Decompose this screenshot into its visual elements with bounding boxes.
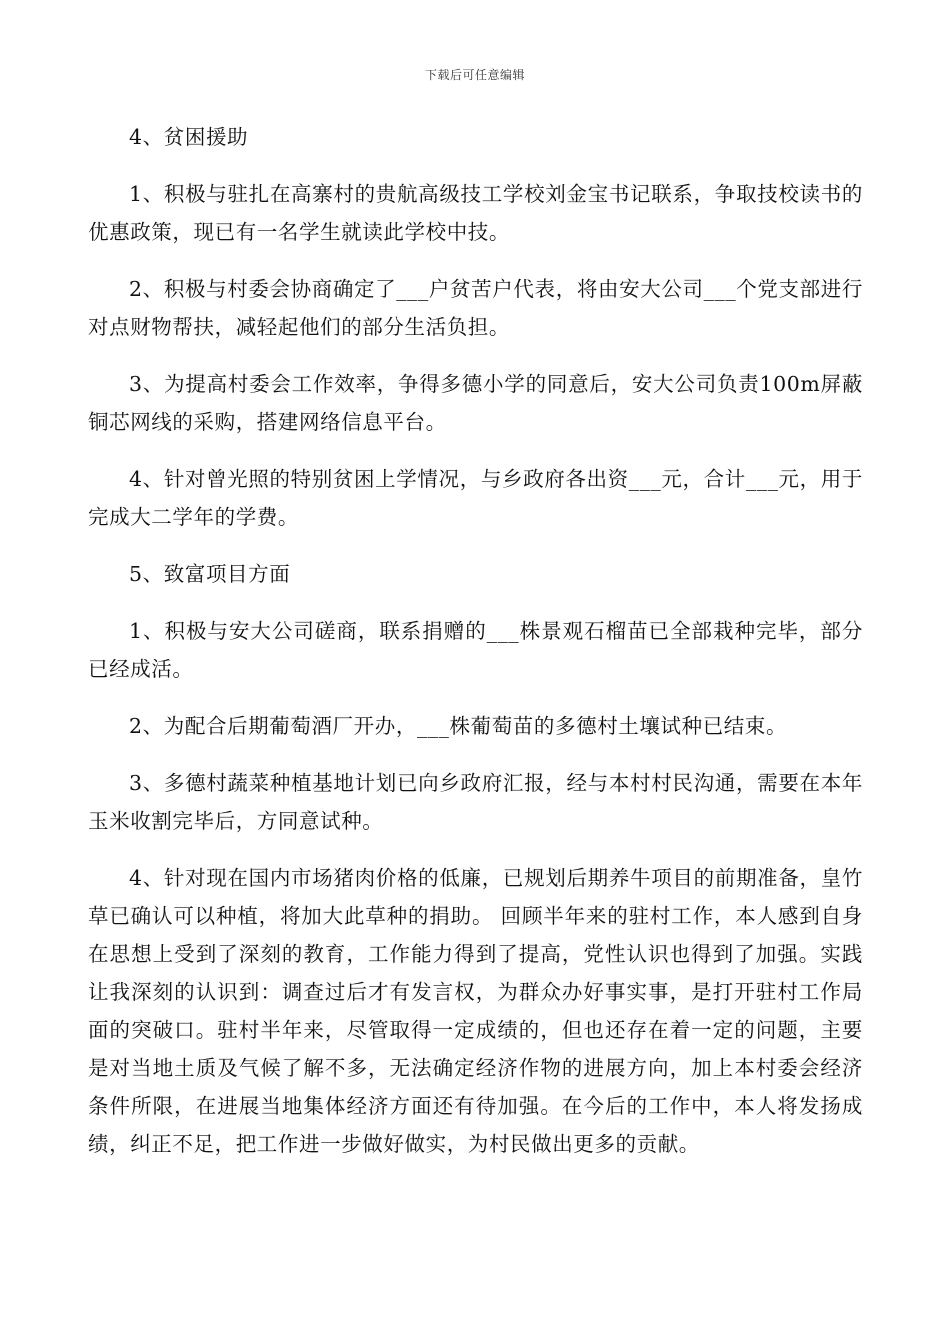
section-heading-wealth-projects: 5、致富项目方面 xyxy=(129,562,291,586)
paragraph: 4、针对现在国内市场猪肉价格的低廉，已规划后期养牛项目的前期准备，皇竹草已确认可以种植，将加大此草种的捐助。 回顾半年来的驻村工作，本人感到自身在思想上受到了深刻的教育，工作能力得到了提高，党性认识也得到了加强。实践让我深刻的认识到：调查过后才有发言权，为群众办好事实事，是打开驻村工作局面的突破口。驻村半年来，尽管取得一定成绩的，但也还存在着一定的问题，主要是对当地土质及气候了解不多，无法确定经济作物的进展方向，加上本村委会经济条件所限，在进展当地集体经济方面还有待加强。在今后的工作中，本人将发扬成绩，纠正不足，把工作进一步做好做实，为村民做出更多的贡献。 xyxy=(88,866,863,1156)
paragraph: 2、为配合后期葡萄酒厂开办，___株葡萄苗的多德村土壤试种已结束。 xyxy=(129,714,788,738)
paragraph: 4、针对曾光照的特别贫困上学情况，与乡政府各出资___元，合计___元，用于完成大二学年的学费。 xyxy=(88,467,863,529)
header-note: 下载后可任意编辑 xyxy=(424,68,525,82)
document-body xyxy=(88,118,863,1182)
paragraph: 3、多德村蔬菜种植基地计划已向乡政府汇报，经与本村村民沟通，需要在本年玉米收割完毕后，方同意试种。 xyxy=(88,771,863,833)
paragraph: 3、为提高村委会工作效率，争得多德小学的同意后，安大公司负责100m屏蔽铜芯网线的采购，搭建网络信息平台。 xyxy=(88,372,863,434)
paragraph: 1、积极与安大公司磋商，联系捐赠的___株景观石榴苗已全部栽种完毕，部分已经成活。 xyxy=(88,619,863,681)
paragraph: 1、积极与驻扎在高寨村的贵航高级技工学校刘金宝书记联系，争取技校读书的优惠政策，现已有一名学生就读此学校中技。 xyxy=(88,182,863,244)
paragraph: 2、积极与村委会协商确定了___户贫苦户代表，将由安大公司___个党支部进行对点财物帮扶，减轻起他们的部分生活负担。 xyxy=(88,277,863,339)
section-heading-poverty-aid: 4、贫困援助 xyxy=(129,125,249,149)
